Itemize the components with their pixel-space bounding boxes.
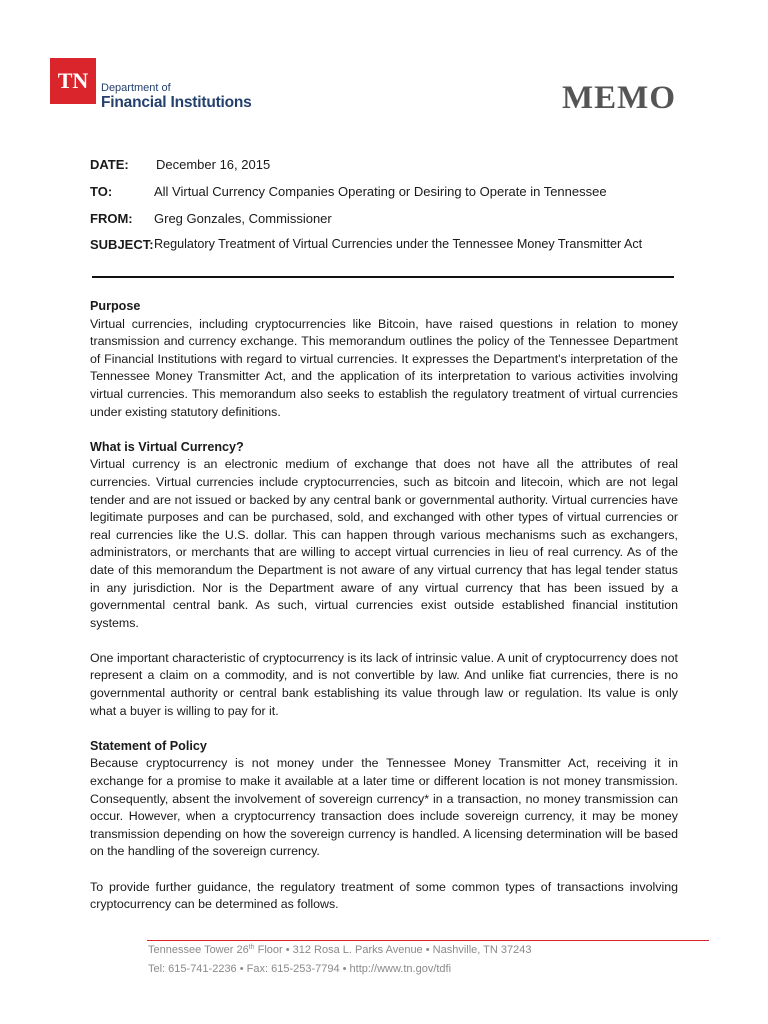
from-value: Greg Gonzales, Commissioner	[154, 211, 332, 226]
policy-heading: Statement of Policy	[90, 738, 207, 753]
to-value: All Virtual Currency Companies Operating or Desiring to Operate in Tennessee	[154, 184, 607, 199]
virtual-currency-paragraph-2: One important characteristic of cryptocurrency is its lack of intrinsic value. A unit of cryptocurrency does not represent a claim on a commodity, and is not convertible by law. And unlike fiat currencies, there is no governmental authority or central bank establishing its value through law or regulation. Its value is only what a buyer is willing to pay for it.	[90, 650, 678, 718]
to-label: TO:	[90, 184, 113, 199]
footer-contact: Tel: 615-741-2236 • Fax: 615-253-7794 • http://www.tn.gov/tdfi	[148, 963, 452, 975]
header-from-row	[90, 211, 332, 226]
subject-value: Regulatory Treatment of Virtual Currencies under the Tennessee Money Transmitter Act	[154, 237, 643, 251]
footer-divider	[147, 940, 709, 941]
date-label: DATE:	[90, 157, 129, 172]
logo-name-line: Financial Institutions	[101, 94, 252, 111]
purpose-heading: Purpose	[90, 299, 141, 313]
logo-department-line: Department of	[101, 82, 171, 94]
policy-paragraph-1: Because cryptocurrency is not money under the Tennessee Money Transmitter Act, receiving it in exchange for a promise to make it available at a later time or different location is not money transmission. Consequently, absent the involvement of sovereign currency* in a transaction, no money transmission can occur. However, when a cryptocurrency transaction does include sovereign currency, it may be money transmission depending on how the sovereign currency is handled. A licensing determination will be based on the handling of the sovereign currency.	[90, 756, 678, 859]
tn-logo-badge: TN	[50, 58, 96, 104]
footer-address-sup: th	[248, 944, 255, 951]
footer-address-street: Floor • 312 Rosa L. Parks Avenue • Nashville, TN 37243	[254, 944, 532, 956]
virtual-currency-heading: What is Virtual Currency?	[90, 439, 244, 454]
virtual-currency-paragraph-1: Virtual currency is an electronic medium of exchange that does not have all the attributes of real currencies. Virtual currencies include cryptocurrencies, such as bitcoin and litecoin, which are not legal tender and are not issued or backed by any central bank or governmental authority. Virtual currencies have legitimate purposes and can be purchased, sold, and exchanged with other types of virtual currencies or real currencies like the U.S. dollar. This can happen through various mechanisms such as exchangers, administrators, or merchants that are willing to accept virtual currencies in lieu of real currency. As of the date of this memorandum the Department is not aware of any virtual currency that has legal tender status in any jurisdiction. Nor is the Department aware of any virtual currency that has been issued by a governmental central bank. As such, virtual currencies exist outside established financial institution systems.	[90, 457, 678, 630]
header-divider	[92, 276, 674, 278]
memo-body	[90, 298, 678, 914]
header-subject-row	[90, 237, 643, 252]
purpose-paragraph: Virtual currencies, including cryptocurrencies like Bitcoin, have raised questions in relation to money transmission and currency exchange. This memorandum outlines the policy of the Tennessee Department of Financial Institutions with regard to virtual currencies. It expresses the Department's interpretation of the Tennessee Money Transmitter Act, and the application of its interpretation to various activities involving virtual currencies. This memorandum also seeks to establish the regulatory treatment of virtual currencies under existing statutory definitions.	[90, 316, 678, 419]
header-to-row	[90, 184, 607, 199]
memo-title: MEMO	[562, 80, 676, 116]
subject-label: SUBJECT:	[90, 237, 154, 252]
footer-address	[148, 944, 532, 956]
date-value: December 16, 2015	[156, 157, 271, 172]
policy-paragraph-2: To provide further guidance, the regulatory treatment of some common types of transactions involving cryptocurrency can be determined as follows.	[90, 879, 678, 912]
footer-address-building: Tennessee Tower 26	[148, 944, 249, 956]
header-date-row	[90, 157, 271, 172]
from-label: FROM:	[90, 211, 133, 226]
